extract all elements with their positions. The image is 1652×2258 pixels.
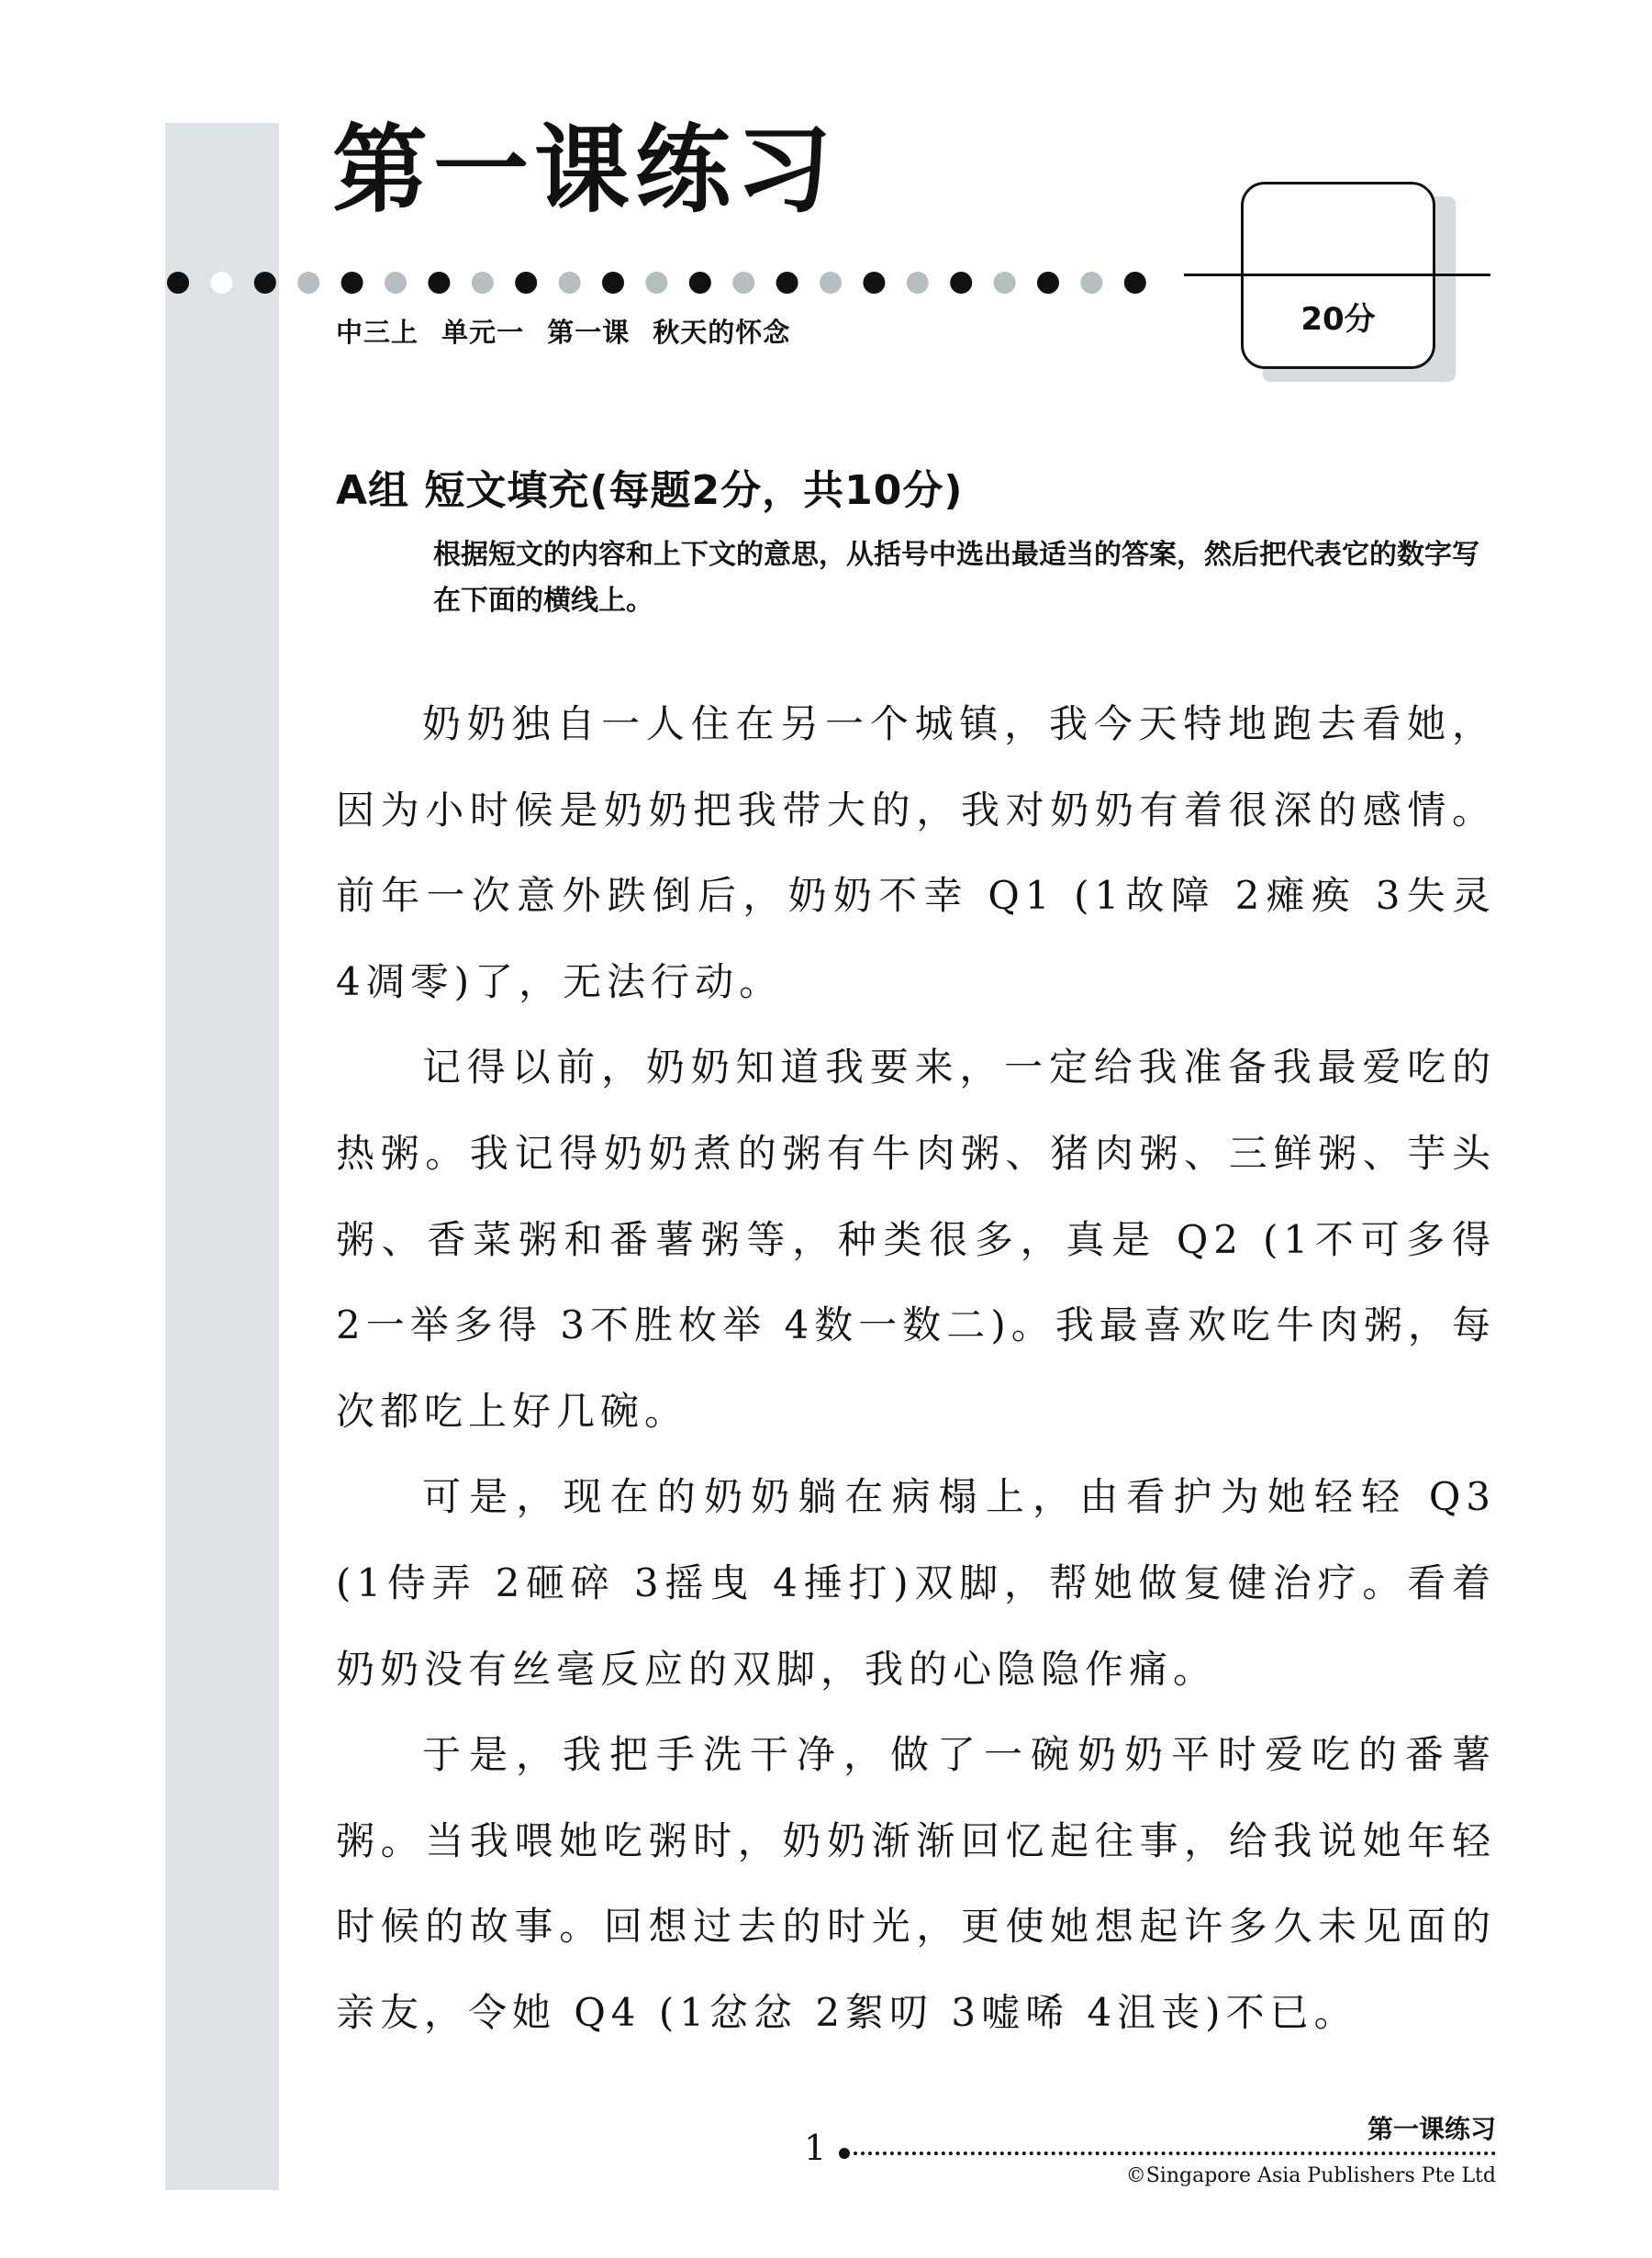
- score-total: 20分: [1300, 301, 1376, 338]
- passage: [336, 681, 1496, 2056]
- passage-paragraph: 记得以前，奶奶知道我要来，一定给我准备我最爱吃的热粥。我记得奶奶煮的粥有牛肉粥、猪肉粥、三鲜粥、芋头粥、香菜粥和番薯粥等，种类很多，真是 Q2 (1不可多得 2一举多得 3不胜枚举 4数一数二)。我最喜欢吃牛肉粥，每次都吃上好几碗。: [336, 1045, 1496, 1434]
- passage-paragraph: 于是，我把手洗干净，做了一碗奶奶平时爱吃的番薯粥。当我喂她吃粥时，奶奶渐渐回忆起往事，给我说她年轻时候的故事。回想过去的时光，更使她想起许多久未见面的亲友，令她 Q4 (1忿忿 2絮叨 3嘘唏 4沮丧)不已。: [336, 1732, 1496, 2035]
- decorative-dot: [602, 272, 624, 294]
- passage-paragraph: 可是，现在的奶奶躺在病榻上，由看护为她轻轻 Q3 (1侍弄 2砸碎 3摇曳 4捶打)双脚，帮她做复健治疗。看着奶奶没有丝毫反应的双脚，我的心隐隐作痛。: [336, 1474, 1496, 1692]
- footer-title: 第一课练习: [1367, 2114, 1496, 2144]
- decorative-dot-row: [162, 255, 1171, 310]
- footer-dot: [839, 2148, 850, 2159]
- passage-paragraph: 奶奶独自一人住在另一个城镇，我今天特地跑去看她，因为小时候是奶奶把我带大的，我对奶奶有着很深的感情。前年一次意外跌倒后，奶奶不幸 Q1 (1故障 2瘫痪 3失灵 4凋零)了，无法行动。: [336, 701, 1496, 1004]
- decorative-dot: [1080, 272, 1102, 294]
- section-heading: A组 短文填充(每题2分，共10分): [336, 467, 964, 514]
- decorative-dot: [254, 272, 276, 294]
- decorative-dot: [297, 272, 319, 294]
- lesson-subtitle: 中三上 单元一 第一课 秋天的怀念: [336, 317, 791, 348]
- decorative-dot: [689, 272, 711, 294]
- decorative-dot: [472, 272, 494, 294]
- decorative-dot: [776, 272, 798, 294]
- page-title: 第一课练习: [332, 114, 838, 226]
- score-box-divider: [1184, 274, 1490, 276]
- decorative-dot: [167, 272, 189, 294]
- decorative-dot: [385, 272, 407, 294]
- decorative-dot: [428, 272, 450, 294]
- decorative-dot: [1037, 272, 1059, 294]
- decorative-dot: [1124, 272, 1146, 294]
- decorative-dot: [559, 272, 581, 294]
- decorative-dot: [994, 272, 1016, 294]
- decorative-dot: [820, 272, 842, 294]
- decorative-dot: [907, 272, 929, 294]
- decorative-dot: [950, 272, 972, 294]
- footer-dotted-rule: [854, 2152, 1496, 2155]
- decorative-dot: [863, 272, 885, 294]
- decorative-dot: [210, 272, 232, 294]
- decorative-dot: [732, 272, 754, 294]
- page-number: 1: [804, 2128, 827, 2168]
- margin-sidebar: [165, 123, 279, 2190]
- copyright: ©Singapore Asia Publishers Pte Ltd: [1125, 2164, 1496, 2187]
- section-instructions: 根据短文的内容和上下文的意思，从括号中选出最适当的答案，然后把代表它的数字写在下面的横线上。: [433, 539, 1479, 617]
- decorative-dot: [515, 272, 537, 294]
- decorative-dot: [341, 272, 363, 294]
- decorative-dot: [645, 272, 667, 294]
